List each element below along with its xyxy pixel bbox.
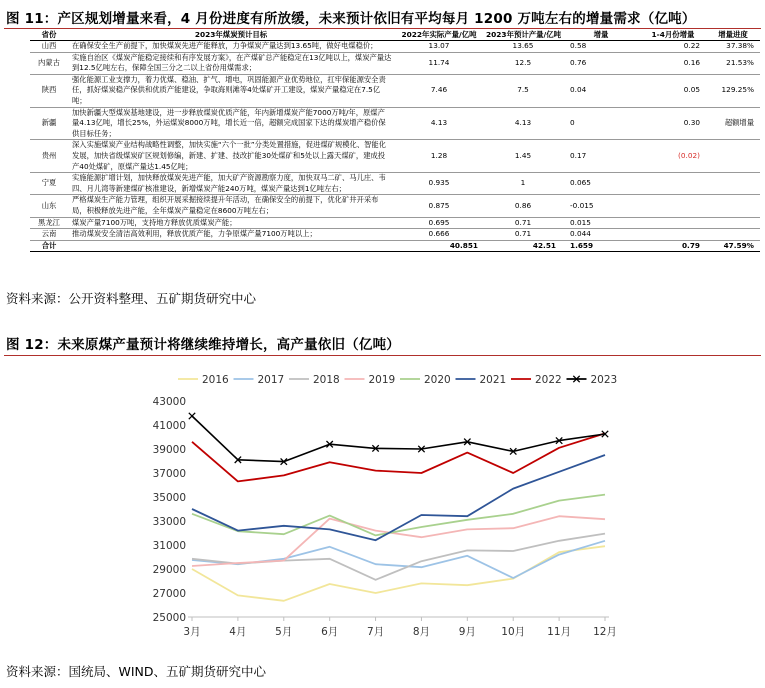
row-output-2023: 13.65: [484, 41, 562, 53]
figure-11-title: 图 11：产区规划增量来看，4 月份进度有所放缓，未来预计依旧有平均每月 1200 万吨左右的增量需求（亿吨）: [6, 11, 696, 27]
legend-label: 2021: [479, 374, 507, 386]
row-province: 宁夏: [30, 173, 68, 195]
legend-item-2016: [178, 374, 229, 386]
row-increase: 0: [562, 107, 640, 140]
series-line-2018: [192, 534, 605, 580]
row-output-2022: 0.935: [394, 173, 484, 195]
series-2021: [192, 455, 605, 540]
row-output-2023: 0.86: [484, 195, 562, 217]
row-output-2023: 4.13: [484, 107, 562, 140]
table-row: [30, 74, 760, 107]
series-line-2023: [192, 416, 605, 462]
y-tick-label: 33000: [152, 516, 186, 528]
table-row: [30, 107, 760, 140]
row-progress: [706, 140, 760, 173]
series-line-2016: [192, 546, 605, 601]
total-output-2022: 40.851: [394, 240, 484, 252]
series-line-2021: [192, 455, 605, 540]
row-output-2022: 13.07: [394, 41, 484, 53]
header-output-2022: 2022年实际产量/亿吨: [394, 29, 484, 41]
series-2023: [189, 413, 608, 465]
row-progress: [706, 173, 760, 195]
total-label: 合计: [30, 240, 68, 252]
row-province: 内蒙古: [30, 52, 68, 74]
series-line-2017: [192, 541, 605, 578]
series-2019: [192, 516, 605, 566]
row-increase: 0.17: [562, 140, 640, 173]
x-tick-label: 9月: [458, 626, 476, 638]
legend-label: 2019: [368, 374, 396, 386]
row-increase: -0.015: [562, 195, 640, 217]
legend-item-2018: [289, 374, 340, 386]
header-ytd-increase: 1-4月份增量: [640, 29, 706, 41]
row-province: 云南: [30, 229, 68, 241]
row-output-2022: 0.875: [394, 195, 484, 217]
x-tick-label: 5月: [275, 626, 293, 638]
x-tick-label: 10月: [501, 626, 526, 638]
y-tick-label: 31000: [152, 540, 186, 552]
legend-item-2017: [234, 374, 285, 386]
row-province: 黑龙江: [30, 217, 68, 229]
legend-item-2022: [511, 374, 562, 386]
figure-11-source: 资料来源：公开资料整理、五矿期货研究中心: [6, 291, 257, 306]
y-tick-label: 41000: [152, 420, 186, 432]
row-progress: 超额增量: [706, 107, 760, 140]
row-goal: 强化能源工业支撑力，着力优煤、稳油、扩气、增电，巩固能源产业优势地位，扛牢保能源安全责任，抓好煤炭稳产保供和优质产能建设，争取海则滩等4处煤矿开工建设，煤炭产量稳定在7.5亿吨；: [68, 74, 394, 107]
header-progress: 增量进度: [706, 29, 760, 41]
chart-axes: [153, 396, 617, 638]
row-output-2022: 0.666: [394, 229, 484, 241]
row-output-2022: 1.28: [394, 140, 484, 173]
row-ytd-increase: [640, 217, 706, 229]
row-progress: [706, 195, 760, 217]
y-tick-label: 29000: [152, 564, 186, 576]
row-increase: 0.04: [562, 74, 640, 107]
row-goal: 推动煤炭安全清洁高效利用，释放优质产能，力争原煤产量7100万吨以上；: [68, 229, 394, 241]
row-progress: 129.25%: [706, 74, 760, 107]
row-goal: 加快新疆大型煤炭基地建设，进一步释放煤炭优质产能，年内新增煤炭产能7000万吨/年，原煤产量4.13亿吨，增长25%，外运煤炭8000万吨，增长近一倍，超额完成国家下达的煤炭增产稳价保供目标任务；: [68, 107, 394, 140]
y-tick-label: 43000: [152, 396, 186, 408]
total-progress: 47.59%: [706, 240, 760, 252]
chart-legend: [178, 374, 617, 386]
x-tick-label: 4月: [229, 626, 247, 638]
legend-label: 2022: [535, 374, 562, 386]
row-province: 贵州: [30, 140, 68, 173]
x-tick-label: 8月: [412, 626, 431, 638]
row-increase: 0.044: [562, 229, 640, 241]
row-goal: 严格煤炭生产能力管理，组织开展采掘接续提升年活动，在确保安全的前提下，优化矿井开采布局，积极释放先进产能，全年煤炭产量稳定在8600万吨左右；: [68, 195, 394, 217]
table-row: [30, 52, 760, 74]
total-increase: 1.659: [562, 240, 640, 252]
row-goal: 实施自治区《煤炭产能稳定接续和有序发展方案》，在产煤矿总产能稳定在13亿吨以上，煤炭产量达到12.5亿吨左右，保障全国三分之二以上省份用煤需求；: [68, 52, 394, 74]
header-goal: 2023年煤炭预计目标: [68, 29, 394, 41]
series-line-2022: [192, 433, 605, 481]
total-output-2023: 42.51: [484, 240, 562, 252]
row-output-2022: 11.74: [394, 52, 484, 74]
data-point-2023: [189, 413, 195, 419]
series-2022: [192, 433, 605, 481]
row-province: 新疆: [30, 107, 68, 140]
legend-item-2019: [345, 374, 396, 386]
legend-item-2020: [400, 374, 451, 386]
row-output-2022: 7.46: [394, 74, 484, 107]
y-tick-label: 35000: [152, 492, 186, 504]
row-increase: 0.58: [562, 41, 640, 53]
table-row: [30, 41, 760, 53]
row-ytd-increase: (0.02): [640, 140, 706, 173]
total-ytd-increase: 0.79: [640, 240, 706, 252]
row-ytd-increase: [640, 195, 706, 217]
row-output-2023: 0.71: [484, 229, 562, 241]
row-goal: 在确保安全生产前提下，加快煤炭先进产能释放，力争煤炭产量达到13.65吨，做好电煤稳价；: [68, 41, 394, 53]
x-tick-label: 7月: [366, 626, 385, 638]
row-province: 山西: [30, 41, 68, 53]
row-goal: 深入实施煤炭产业结构战略性调整，加快实施“六个一批”分类处置措施，促进煤矿规模化、智能化发展，加快省级煤炭矿区规划修编，新建、扩建、技改扩能30处煤矿和5处以上露天煤矿，建成投产40处煤矿，原煤产量达1.45亿吨；: [68, 140, 394, 173]
table-row: [30, 140, 760, 173]
series-line-2019: [192, 516, 605, 566]
table-row: [30, 173, 760, 195]
x-tick-label: 3月: [183, 626, 201, 638]
row-ytd-increase: [640, 229, 706, 241]
row-ytd-increase: 0.22: [640, 41, 706, 53]
y-tick-label: 39000: [152, 444, 186, 456]
row-output-2023: 0.71: [484, 217, 562, 229]
legend-item-2021: [456, 374, 507, 386]
header-output-2023: 2023年预计产量/亿吨: [486, 30, 562, 39]
y-tick-label: 37000: [152, 468, 186, 480]
coal-output-line-chart: [0, 356, 765, 658]
legend-label: 2023: [590, 374, 618, 386]
row-ytd-increase: 0.30: [640, 107, 706, 140]
table-row: [30, 195, 760, 217]
legend-label: 2017: [257, 374, 285, 386]
legend-label: 2016: [202, 374, 229, 386]
table-row: [30, 229, 760, 241]
header-increase: 增量: [562, 29, 640, 41]
row-output-2022: 0.695: [394, 217, 484, 229]
y-tick-label: 25000: [152, 612, 186, 624]
x-tick-label: 11月: [547, 626, 572, 638]
row-goal: 实施能源扩增计划，加快释放煤炭先进产能，加大矿产资源勘察力度，加快双马二矿、马儿庄、韦四、月儿湾等新建煤矿核准建设，新增煤炭产能240万吨，煤炭产量达到1亿吨左右；: [68, 173, 394, 195]
row-output-2022: 4.13: [394, 107, 484, 140]
table-total-row: [30, 240, 760, 252]
row-increase: 0.065: [562, 173, 640, 195]
row-progress: 37.38%: [706, 41, 760, 53]
series-2018: [192, 534, 605, 580]
row-output-2023: 1.45: [484, 140, 562, 173]
total-goal: [68, 240, 394, 252]
row-province: 陕西: [30, 74, 68, 107]
table-header-row: [30, 29, 760, 41]
y-tick-label: 27000: [152, 588, 186, 600]
row-increase: 0.76: [562, 52, 640, 74]
row-increase: 0.015: [562, 217, 640, 229]
row-ytd-increase: [640, 173, 706, 195]
row-ytd-increase: 0.05: [640, 74, 706, 107]
legend-item-2023: [567, 374, 618, 386]
row-progress: [706, 217, 760, 229]
row-ytd-increase: 0.16: [640, 52, 706, 74]
row-progress: 21.53%: [706, 52, 760, 74]
series-2016: [192, 546, 605, 601]
legend-label: 2020: [424, 374, 451, 386]
row-province: 山东: [30, 195, 68, 217]
x-tick-label: 6月: [321, 626, 339, 638]
row-output-2023: 1: [484, 173, 562, 195]
figure-12-title: 图 12：未来原煤产量预计将继续维持增长，高产量依旧（亿吨）: [6, 337, 400, 353]
legend-label: 2018: [313, 374, 340, 386]
header-province: 省份: [30, 29, 68, 41]
x-tick-label: 12月: [593, 626, 617, 638]
row-output-2023: 7.5: [484, 74, 562, 107]
province-output-table: [30, 29, 760, 252]
table-row: [30, 217, 760, 229]
row-output-2023: 12.5: [484, 52, 562, 74]
row-progress: [706, 229, 760, 241]
series-2017: [192, 541, 605, 578]
row-goal: 煤炭产量7100万吨，支持地方释放优质煤炭产能；: [68, 217, 394, 229]
chart-lines: [189, 413, 608, 601]
figure-12-source: 资料来源：国统局、WIND、五矿期货研究中心: [6, 664, 267, 679]
